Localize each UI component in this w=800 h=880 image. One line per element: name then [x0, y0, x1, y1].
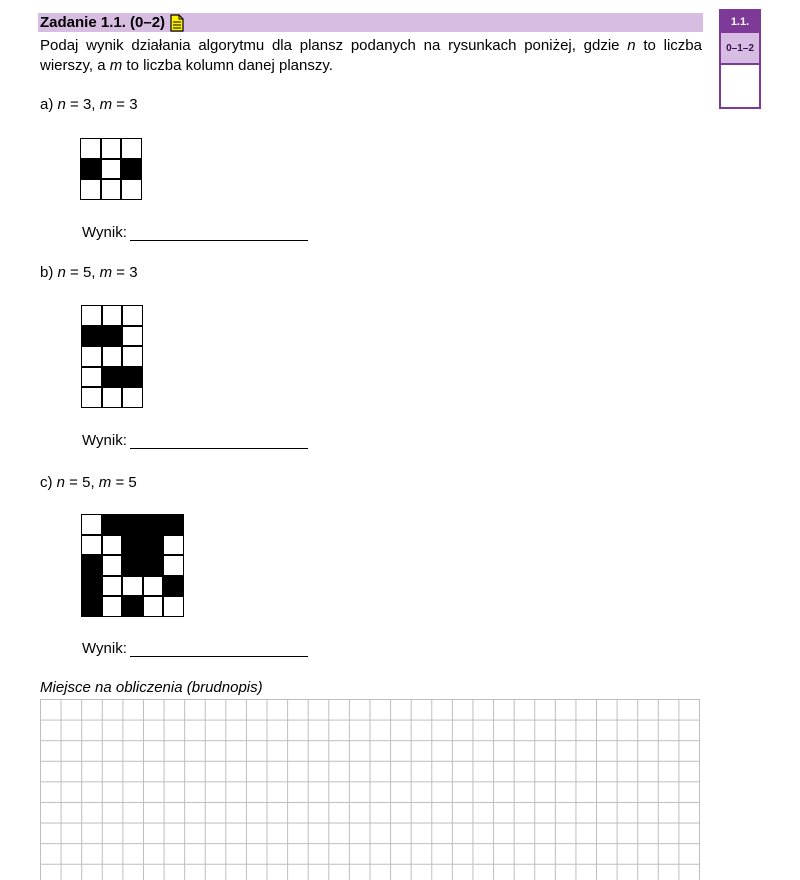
board-cell — [122, 514, 143, 535]
board-cell — [81, 535, 102, 556]
draft-grid[interactable] — [40, 699, 700, 880]
board-cell — [81, 326, 102, 347]
board-cell — [102, 596, 123, 617]
board-cell — [163, 576, 184, 597]
part-b-label: b) n = 5, m = 3 — [40, 264, 138, 281]
result-c-answer-line[interactable] — [130, 642, 308, 657]
board-cell — [163, 596, 184, 617]
board-cell — [101, 179, 122, 200]
board-cell — [143, 535, 164, 556]
board-cell — [143, 576, 164, 597]
board-cell — [80, 159, 101, 180]
result-c — [82, 640, 308, 657]
task-title — [40, 13, 184, 32]
task-title-text: Zadanie 1.1. (0–2) — [40, 14, 166, 31]
board-cell — [122, 367, 143, 388]
board-cell — [81, 576, 102, 597]
board-cell — [102, 346, 123, 367]
score-task-number: 1.1. — [721, 11, 759, 33]
board-cell — [122, 326, 143, 347]
board-cell — [122, 535, 143, 556]
board-cell — [102, 387, 123, 408]
board-cell — [81, 305, 102, 326]
score-box — [719, 9, 761, 109]
result-a-answer-line[interactable] — [130, 226, 308, 241]
board-cell — [102, 576, 123, 597]
board-cell — [122, 596, 143, 617]
board-cell — [81, 555, 102, 576]
board-cell — [143, 514, 164, 535]
board-cell — [122, 555, 143, 576]
score-entry-field[interactable] — [721, 65, 759, 105]
document-icon — [170, 14, 184, 32]
board-cell — [81, 514, 102, 535]
board-cell — [122, 346, 143, 367]
board-cell — [163, 555, 184, 576]
board-cell — [121, 138, 142, 159]
board-cell — [81, 596, 102, 617]
board-cell — [81, 387, 102, 408]
board-c — [81, 514, 184, 617]
result-b-answer-line[interactable] — [130, 434, 308, 449]
result-b — [82, 432, 308, 449]
result-a — [82, 224, 308, 241]
board-cell — [122, 387, 143, 408]
board-cell — [81, 346, 102, 367]
board-cell — [143, 596, 164, 617]
score-range: 0–1–2 — [721, 33, 759, 65]
board-cell — [163, 514, 184, 535]
board-cell — [163, 535, 184, 556]
board-cell — [121, 159, 142, 180]
board-cell — [121, 179, 142, 200]
board-cell — [102, 367, 123, 388]
board-cell — [101, 159, 122, 180]
part-c-label: c) n = 5, m = 5 — [40, 474, 137, 491]
board-cell — [102, 555, 123, 576]
board-b — [81, 305, 143, 408]
result-label: Wynik: — [82, 432, 127, 449]
board-cell — [102, 305, 123, 326]
board-cell — [80, 179, 101, 200]
draft-label: Miejsce na obliczenia (brudnopis) — [40, 679, 263, 696]
board-cell — [122, 576, 143, 597]
board-cell — [102, 535, 123, 556]
part-a-label: a) n = 3, m = 3 — [40, 96, 138, 113]
board-cell — [81, 367, 102, 388]
task-instruction: Podaj wynik działania algorytmu dla plansz podanych na rysunkach poniżej, gdzie n to liczba wierszy, a m to liczba kolumn danej planszy. — [40, 37, 702, 74]
board-cell — [101, 138, 122, 159]
board-cell — [143, 555, 164, 576]
board-cell — [102, 326, 123, 347]
board-cell — [122, 305, 143, 326]
board-cell — [102, 514, 123, 535]
result-label: Wynik: — [82, 224, 127, 241]
board-cell — [80, 138, 101, 159]
result-label: Wynik: — [82, 640, 127, 657]
board-a — [80, 138, 142, 200]
